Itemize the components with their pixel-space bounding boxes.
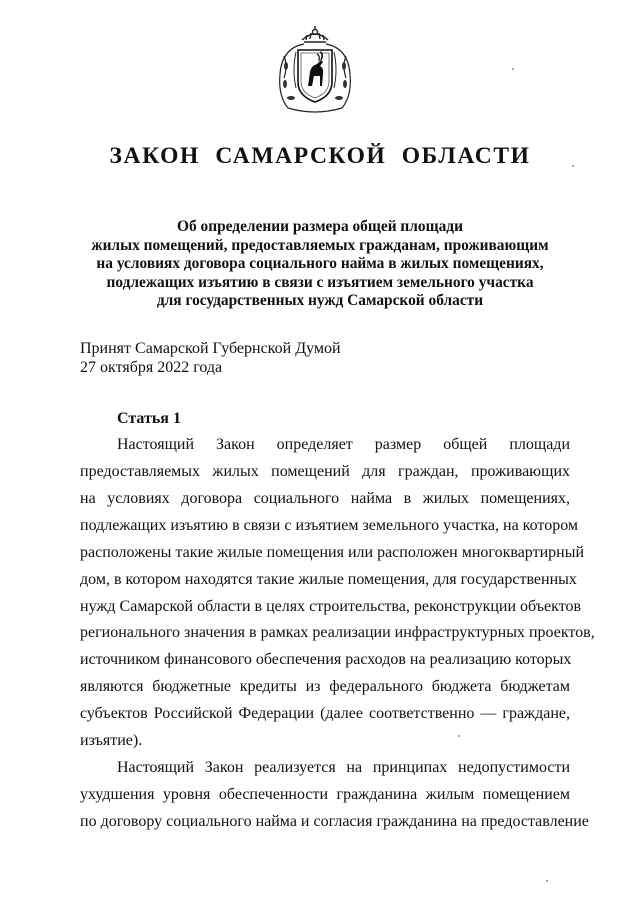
scan-speck	[512, 68, 514, 70]
paragraph-line: являются бюджетные кредиты из федерального бюджета бюджетам	[80, 678, 570, 695]
paragraph-line: Настоящий Закон реализуется на принципах недопустимости	[117, 759, 570, 776]
samara-coat-of-arms-icon	[274, 26, 356, 116]
paragraph-line: дом, в котором находятся такие жилые помещения, для государственных	[80, 571, 577, 588]
adoption-body: Принят Самарской Губернской Думой	[80, 340, 341, 357]
subject-line: для государственных нужд Самарской области	[156, 292, 484, 310]
scan-speck	[546, 880, 548, 882]
article-heading: Статья 1	[117, 410, 181, 427]
law-subject	[60, 218, 580, 311]
paragraph-line: изъятие).	[80, 732, 143, 749]
document-title: ЗАКОН САМАРСКОЙ ОБЛАСТИ	[109, 143, 531, 169]
subject-line: Об определении размера общей площади	[177, 218, 463, 235]
paragraph-line: нужд Самарской области в целях строительства, реконструкции объектов	[80, 598, 582, 615]
paragraph-line: по договору социального найма и согласия гражданина на предоставление	[80, 813, 589, 830]
paragraph-line: регионального значения в рамках реализации инфраструктурных проектов,	[80, 624, 595, 641]
paragraph-line: Настоящий Закон определяет размер общей площади	[117, 436, 570, 453]
paragraph-line: субъектов Российской Федерации (далее соответственно — граждане,	[80, 705, 570, 722]
scan-speck	[458, 735, 460, 737]
paragraph-line: ухудшения уровня обеспеченности гражданина жилым помещением	[80, 786, 570, 803]
subject-line: на условиях договора социального найма в жилых помещениях,	[96, 255, 544, 273]
paragraph-line: источником финансового обеспечения расходов на реализацию которых	[80, 651, 572, 668]
paragraph-line: подлежащих изъятию в связи с изъятием земельного участка, на котором	[80, 517, 579, 534]
scan-speck	[572, 165, 574, 167]
paragraph-line: на условиях договора социального найма в жилых помещениях,	[80, 490, 570, 507]
subject-line: жилых помещений, предоставляемых гражданам, проживающим	[91, 236, 549, 254]
adoption-info	[80, 340, 341, 377]
subject-line: подлежащих изъятию в связи с изъятием земельного участка	[106, 273, 534, 291]
paragraph-line: предоставляемых жилых помещений для граждан, проживающих	[80, 463, 570, 480]
adoption-date: 27 октября 2022 года	[80, 358, 223, 376]
paragraph-line: расположены такие жилые помещения или расположен многоквартирный	[80, 544, 585, 561]
